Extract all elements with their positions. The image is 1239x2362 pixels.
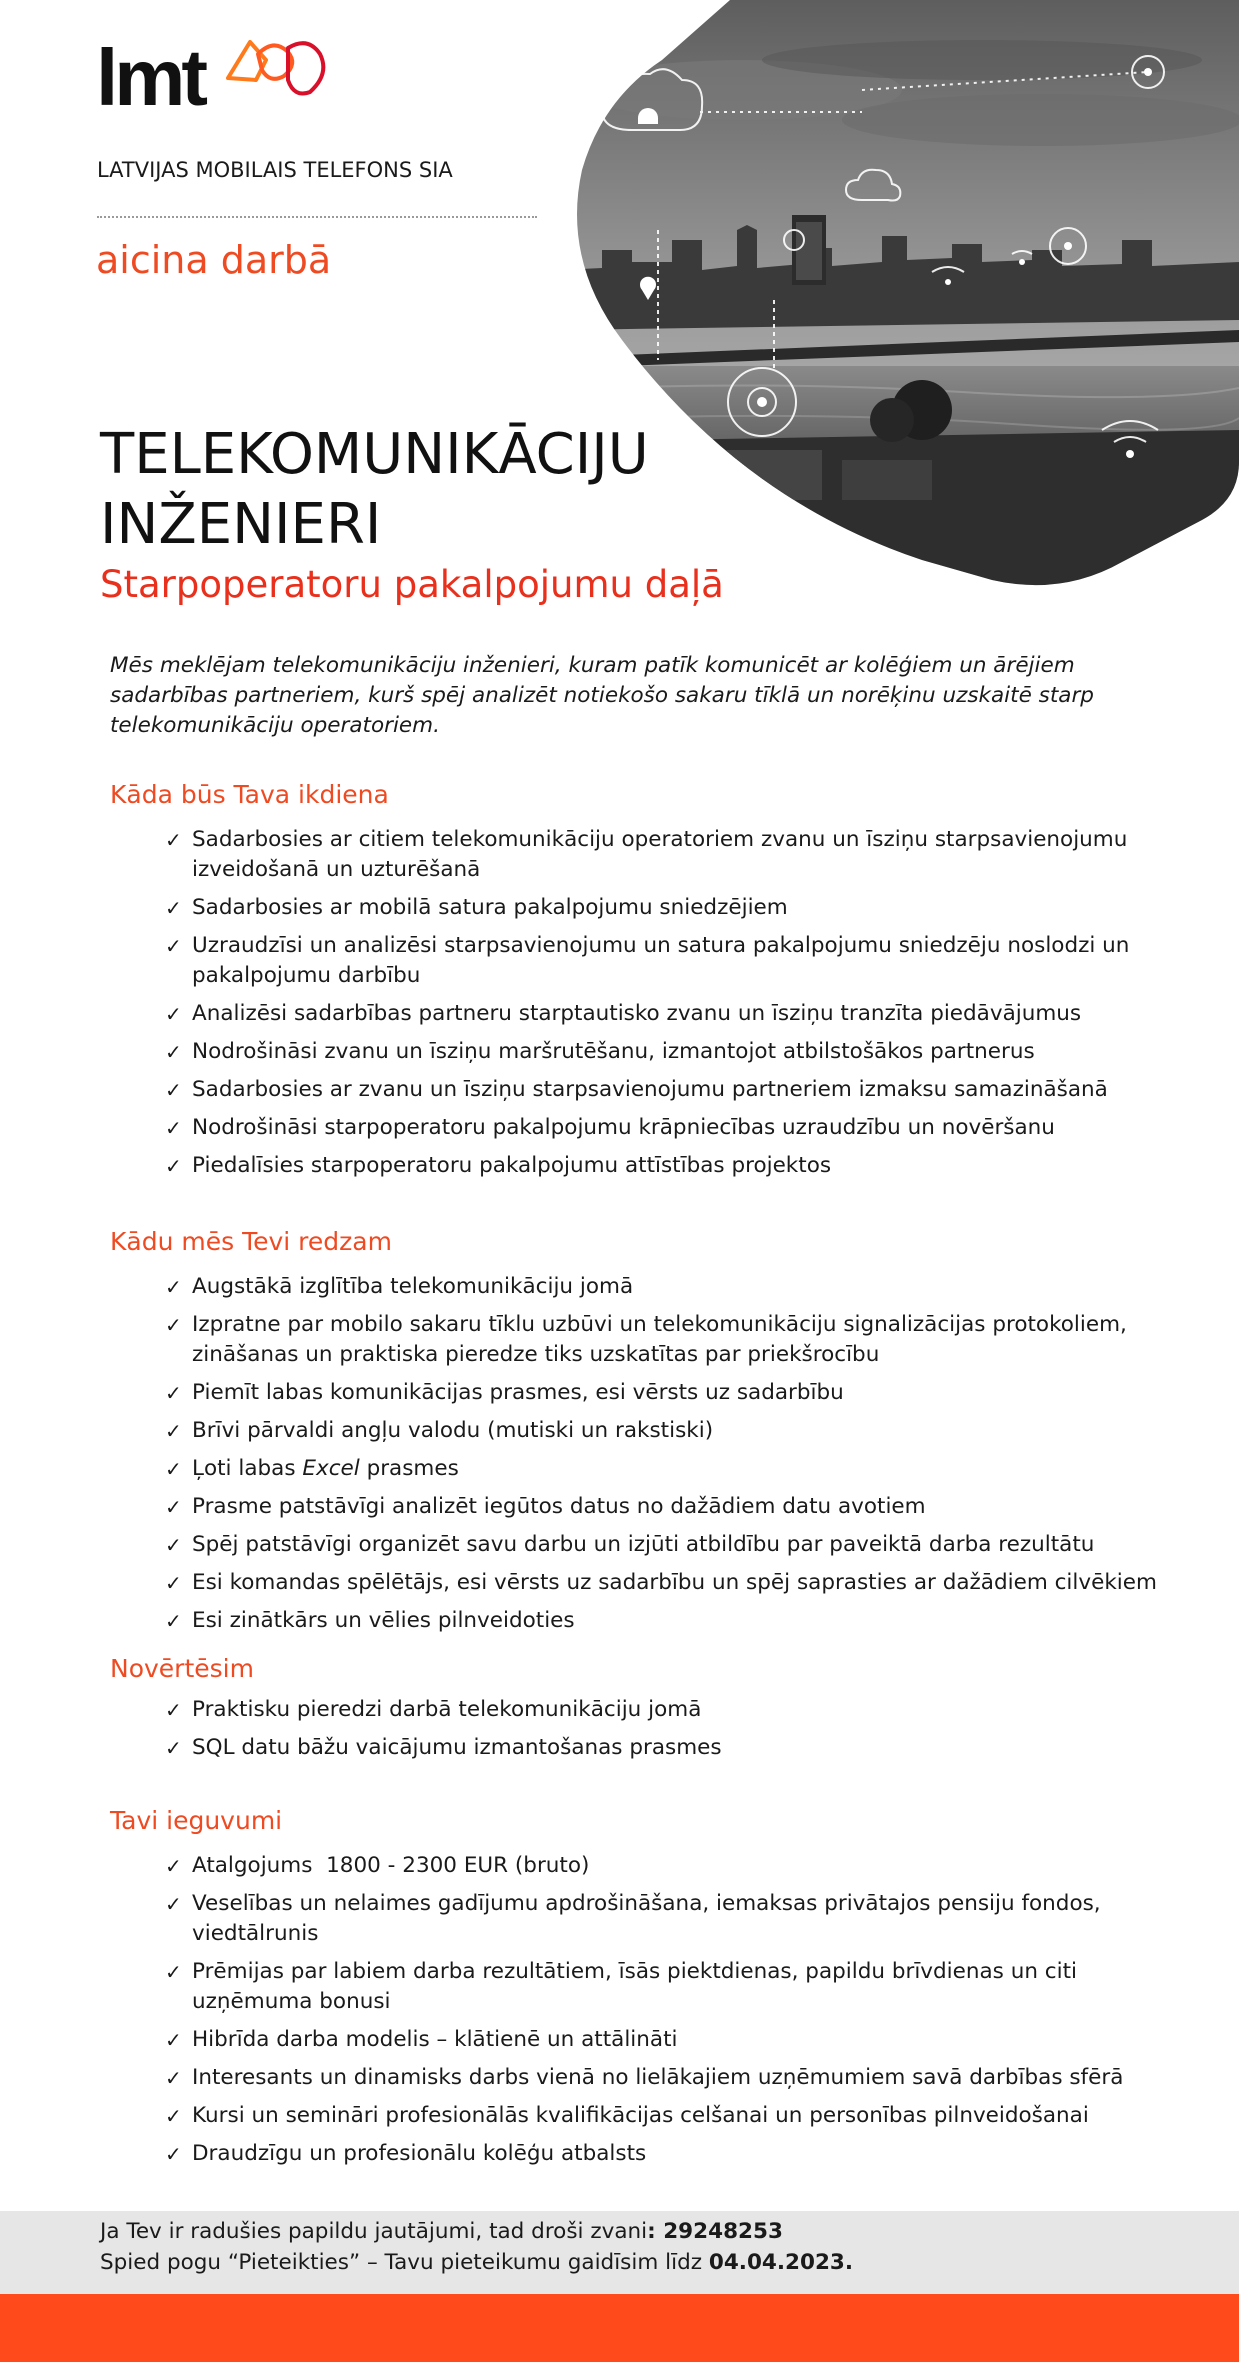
- deadline-line: [100, 2250, 853, 2275]
- list-item: [165, 1272, 1165, 1302]
- checkmark-icon: ✓: [165, 1960, 182, 1984]
- list-item: [165, 1530, 1165, 1560]
- list-item-text: Sadarbosies ar mobilā satura pakalpojumu sniedzējiem: [192, 895, 788, 920]
- list-item: [165, 1075, 1165, 1105]
- job-title: [100, 420, 649, 560]
- checkmark-icon: ✓: [165, 1533, 182, 1557]
- dotted-divider: [97, 216, 537, 218]
- phone-number: : 29248253: [647, 2219, 783, 2244]
- list-item: [165, 1695, 1165, 1725]
- checkmark-icon: ✓: [165, 1040, 182, 1064]
- job-subtitle: Starpoperatoru pakalpojumu daļā: [100, 563, 724, 606]
- checkmark-icon: ✓: [165, 1571, 182, 1595]
- list-item-text: Izpratne par mobilo sakaru tīklu uzbūvi un telekomunikāciju signalizācijas protokoliem, zināšanas un praktiska pieredze tiks uzskatītas par priekšrocību: [192, 1312, 1127, 1367]
- list-item-text: Prēmijas par labiem darba rezultātiem, īsās piektdienas, papildu brīvdienas un citi uzņēmuma bonusi: [192, 1959, 1077, 2014]
- list-item-text: Nodrošināsi starpoperatoru pakalpojumu krāpniecības uzraudzību un novēršanu: [192, 1115, 1055, 1140]
- list-item: [165, 2025, 1165, 2055]
- list-item-text: Piemīt labas komunikācijas prasmes, esi vērsts uz sadarbību: [192, 1380, 844, 1405]
- checkmark-icon: ✓: [165, 1275, 182, 1299]
- list-item: [165, 1310, 1165, 1370]
- contact-phone-line: [100, 2219, 783, 2244]
- list-item-text: Sadarbosies ar zvanu un īsziņu starpsavienojumu partneriem izmaksu samazināšanā: [192, 1077, 1108, 1102]
- list-item-text: Kursi un semināri profesionālās kvalifikācijas celšanai un personības pilnveidošanai: [192, 2103, 1089, 2128]
- list-item-text: Draudzīgu un profesionālu kolēģu atbalsts: [192, 2141, 647, 2166]
- checkmark-icon: ✓: [165, 1381, 182, 1405]
- checkmark-icon: ✓: [165, 1078, 182, 1102]
- checkmark-icon: ✓: [165, 1457, 182, 1481]
- city-hero-image: [562, 0, 1239, 590]
- list-item: [165, 1378, 1165, 1408]
- list-item-text: Spēj patstāvīgi organizēt savu darbu un izjūti atbildību par paveiktā darba rezultātu: [192, 1532, 1095, 1557]
- lmt-logo-mark-icon: [222, 34, 332, 100]
- checkmark-icon: ✓: [165, 934, 182, 958]
- checkmark-icon: ✓: [165, 1892, 182, 1916]
- list-item-text: Nodrošināsi zvanu un īsziņu maršrutēšanu, izmantojot atbilstošākos partnerus: [192, 1039, 1035, 1064]
- list-item: [165, 2139, 1165, 2169]
- checkmark-icon: ✓: [165, 1698, 182, 1722]
- list-item: [165, 1454, 1165, 1484]
- benefits-list: [165, 1851, 1165, 2177]
- list-item-text: Augstākā izglītība telekomunikāciju jomā: [192, 1274, 634, 1299]
- list-item-text: Sadarbosies ar citiem telekomunikāciju operatoriem zvanu un īsziņu starpsavienojumu izveidošanā un uzturēšanā: [192, 827, 1128, 882]
- list-item: [165, 1416, 1165, 1446]
- list-item: [165, 1889, 1165, 1949]
- list-item-text: Praktisku pieredzi darbā telekomunikāciju jomā: [192, 1697, 702, 1722]
- bonus-skills-list: [165, 1695, 1165, 1771]
- checkmark-icon: ✓: [165, 1313, 182, 1337]
- checkmark-icon: ✓: [165, 1154, 182, 1178]
- tagline: aicina darbā: [96, 238, 332, 282]
- checkmark-icon: ✓: [165, 2028, 182, 2052]
- footer-orange-bar: [0, 2294, 1239, 2362]
- checkmark-icon: ✓: [165, 1495, 182, 1519]
- daily-tasks-list: [165, 825, 1165, 1189]
- list-item-text: Uzraudzīsi un analizēsi starpsavienojumu un satura pakalpojumu sniedzēju noslodzi un pakalpojumu darbību: [192, 933, 1130, 988]
- list-item: [165, 1151, 1165, 1181]
- list-item: [165, 1492, 1165, 1522]
- list-item: [165, 1568, 1165, 1598]
- list-item-text: Analizēsi sadarbības partneru starptautisko zvanu un īsziņu tranzīta piedāvājumus: [192, 1001, 1082, 1026]
- checkmark-icon: ✓: [165, 828, 182, 852]
- list-item-text: Prasme patstāvīgi analizēt iegūtos datus no dažādiem datu avotiem: [192, 1494, 926, 1519]
- list-item: [165, 1851, 1165, 1881]
- list-item-text: Veselības un nelaimes gadījumu apdrošināšana, iemaksas privātajos pensiju fondos, viedtālrunis: [192, 1891, 1101, 1946]
- list-item-text: Esi komandas spēlētājs, esi vērsts uz sadarbību un spēj saprasties ar dažādiem cilvēkiem: [192, 1570, 1157, 1595]
- lmt-logo: lmt: [96, 33, 204, 122]
- list-item: [165, 1113, 1165, 1143]
- list-item: [165, 1733, 1165, 1763]
- checkmark-icon: ✓: [165, 1002, 182, 1026]
- intro-paragraph: Mēs meklējam telekomunikāciju inženieri, kuram patīk komunicēt ar kolēģiem un ārējiem sadarbības partneriem, kurš spēj analizēt notiekošo sakaru tīklā un norēķinu uzskaitē starp telekomunikāciju operatoriem.: [110, 653, 1094, 738]
- checkmark-icon: ✓: [165, 1609, 182, 1633]
- list-item-text: Esi zinātkārs un vēlies pilnveidoties: [192, 1608, 575, 1633]
- section-heading-bonus-skills: Novērtēsim: [110, 1654, 254, 1683]
- job-title-line-1: TELEKOMUNIKĀCIJU: [100, 422, 649, 487]
- checkmark-icon: ✓: [165, 2104, 182, 2128]
- list-item: [165, 999, 1165, 1029]
- deadline-text: Spied pogu “Pieteikties” – Tavu pieteikumu gaidīsim līdz: [100, 2250, 709, 2275]
- contact-text: Ja Tev ir radušies papildu jautājumi, tad droši zvani: [100, 2219, 648, 2244]
- checkmark-icon: ✓: [165, 1854, 182, 1878]
- company-name: LATVIJAS MOBILAIS TELEFONS SIA: [97, 158, 453, 182]
- section-heading-benefits: Tavi ieguvumi: [110, 1806, 283, 1835]
- list-item: [165, 1957, 1165, 2017]
- checkmark-icon: ✓: [165, 2142, 182, 2166]
- job-title-line-2: INŽENIERI: [100, 492, 382, 557]
- checkmark-icon: ✓: [165, 1736, 182, 1760]
- list-item: [165, 931, 1165, 991]
- checkmark-icon: ✓: [165, 1116, 182, 1140]
- list-item: [165, 825, 1165, 885]
- list-item: [165, 1606, 1165, 1636]
- list-item-text: SQL datu bāžu vaicājumu izmantošanas prasmes: [192, 1735, 722, 1760]
- requirements-list: [165, 1272, 1165, 1644]
- section-heading-profile: Kādu mēs Tevi redzam: [110, 1227, 392, 1256]
- list-item-text: Hibrīda darba modelis – klātienē un attālināti: [192, 2027, 678, 2052]
- list-item-text: Piedalīsies starpoperatoru pakalpojumu attīstības projektos: [192, 1153, 832, 1178]
- list-item: [165, 2063, 1165, 2093]
- list-item: [165, 1037, 1165, 1067]
- list-item: [165, 893, 1165, 923]
- list-item: [165, 2101, 1165, 2131]
- checkmark-icon: ✓: [165, 2066, 182, 2090]
- section-heading-daily: Kāda būs Tava ikdiena: [110, 780, 389, 809]
- checkmark-icon: ✓: [165, 1419, 182, 1443]
- list-item-text: Ļoti labas Excel prasmes: [192, 1456, 459, 1481]
- list-item-text: Interesants un dinamisks darbs vienā no lielākajiem uzņēmumiem savā darbības sfērā: [192, 2065, 1124, 2090]
- list-item-text: Atalgojums 1800 - 2300 EUR (bruto): [192, 1853, 590, 1878]
- list-item-text: Brīvi pārvaldi angļu valodu (mutiski un rakstiski): [192, 1418, 714, 1443]
- checkmark-icon: ✓: [165, 896, 182, 920]
- deadline-date: 04.04.2023.: [708, 2250, 854, 2275]
